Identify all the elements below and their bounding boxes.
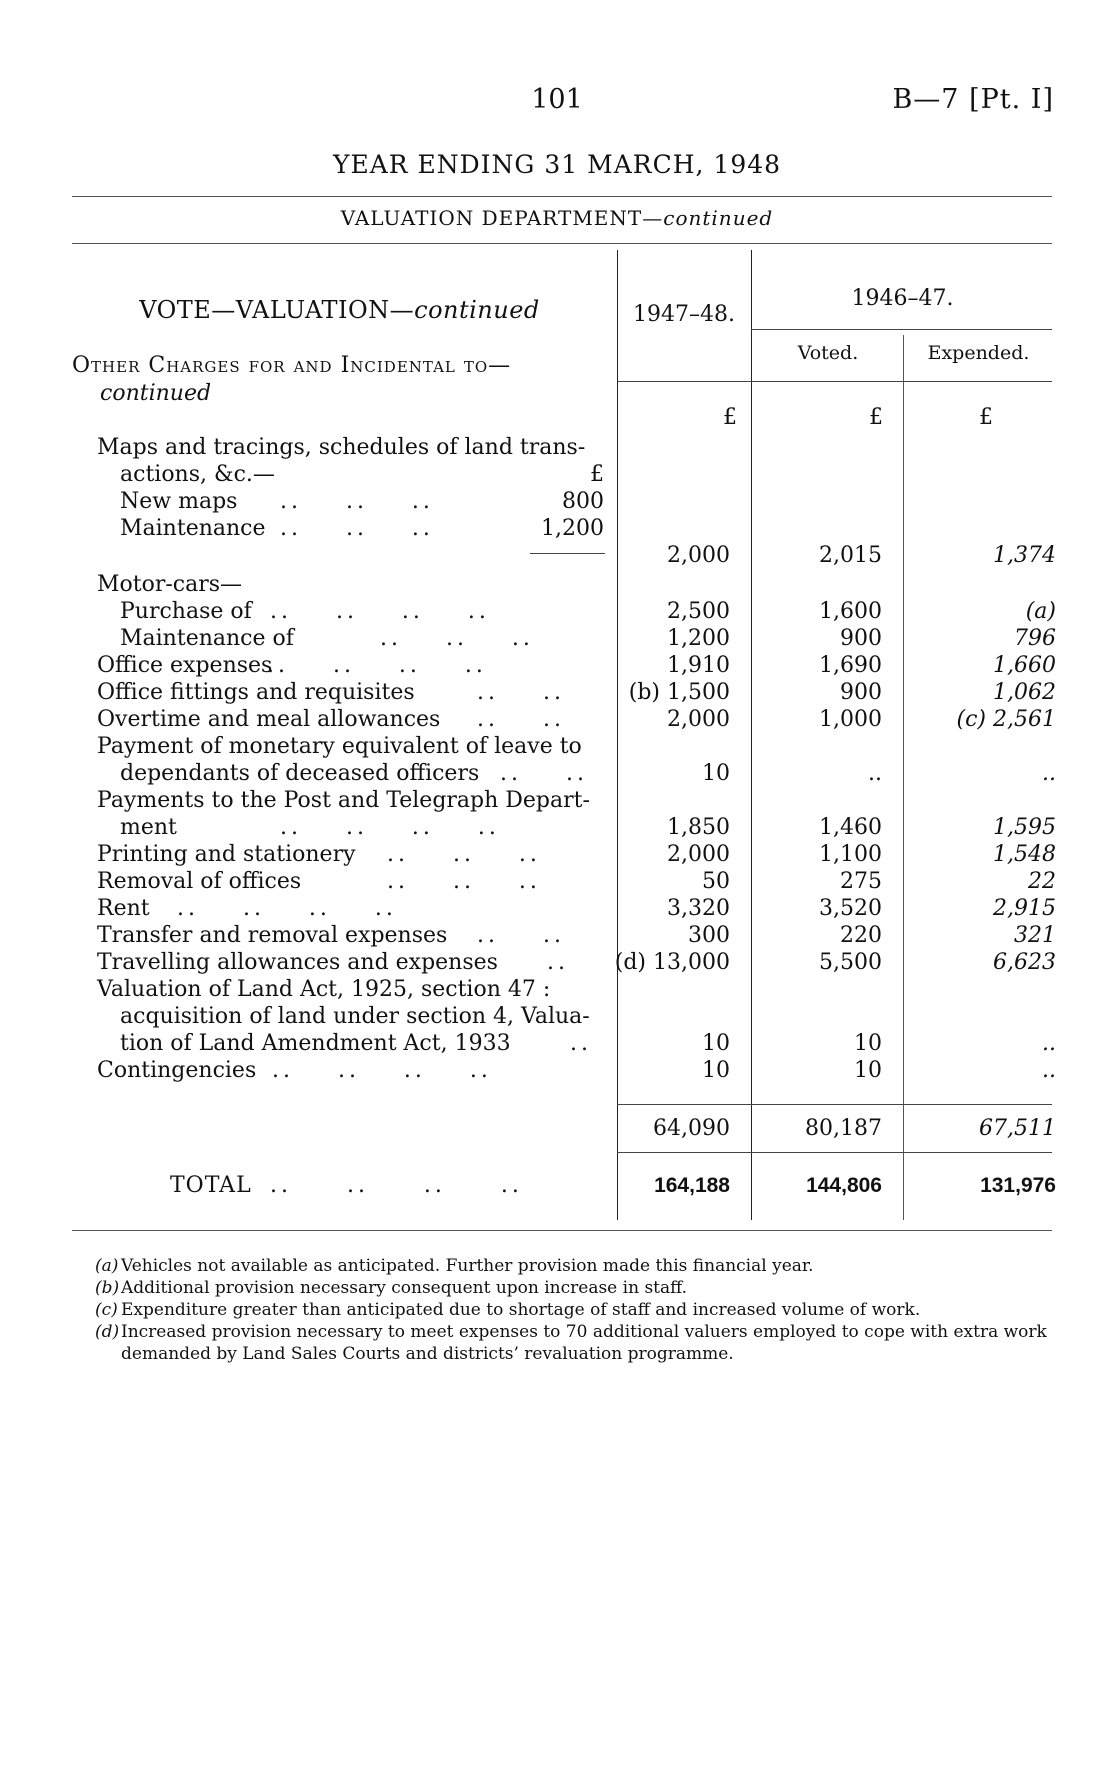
subtotal-expended: 67,511 xyxy=(979,1116,1056,1141)
value-1947: 2,500 xyxy=(667,599,730,624)
footnote xyxy=(95,1321,1055,1365)
subtotal-row xyxy=(0,1115,1114,1142)
rule xyxy=(751,329,1052,330)
footnote-text: Expenditure greater than anticipated due to shortage of staff and increased volume of work. xyxy=(121,1300,921,1320)
total-label: TOTAL xyxy=(170,1173,252,1198)
table-row: Printing and stationery .. .. .. 2,000 1,100 1,548 xyxy=(97,842,1056,867)
subtotal-1947: 64,090 xyxy=(653,1116,730,1141)
maps-1947: 2,000 xyxy=(667,543,730,568)
row-label: Office expenses xyxy=(97,653,273,678)
table-row: Maintenance of .. .. .. 1,200 900 796 xyxy=(120,626,1056,651)
total-voted: 144,806 xyxy=(806,1174,882,1197)
table-row: Purchase of .. .. .. .. 2,500 1,600 (a) xyxy=(120,599,1056,624)
value-expended: 796 xyxy=(1014,626,1056,651)
table-row: ment .. .. .. .. 1,850 1,460 1,595 xyxy=(120,815,1056,840)
row-label: Travelling allowances and expenses xyxy=(97,950,498,975)
value-expended: (a) xyxy=(1025,599,1056,624)
value-expended: 1,660 xyxy=(993,653,1056,678)
column-header-expended: Expended. xyxy=(927,342,1030,364)
maintenance-value: 1,200 xyxy=(541,516,604,541)
valuation-voted: 10 xyxy=(854,1031,882,1056)
maps-line-1: Maps and tracings, schedules of land trans- xyxy=(97,435,586,460)
rule xyxy=(617,381,1052,382)
motor-heading: Motor-cars— xyxy=(97,572,243,597)
monetary-expended: .. xyxy=(1042,761,1056,786)
valuation-line-2: acquisition of land under section 4, Valua- xyxy=(120,1004,590,1029)
department-title xyxy=(0,206,1114,230)
monetary-1947: 10 xyxy=(702,761,730,786)
value-1947: 1,910 xyxy=(667,653,730,678)
section-continued: continued xyxy=(100,381,212,406)
value-expended: 321 xyxy=(1014,923,1056,948)
value-voted: 3,520 xyxy=(819,896,882,921)
page-number: 101 xyxy=(531,84,583,115)
footnote xyxy=(95,1299,1055,1321)
table-row xyxy=(0,571,1114,598)
table-row xyxy=(0,542,1114,569)
total-1947: 164,188 xyxy=(654,1174,730,1197)
table-row: Travelling allowances and expenses .. (d) 13,000 5,500 6,623 xyxy=(97,950,1056,975)
currency-1947: £ xyxy=(723,405,737,430)
value-voted: 275 xyxy=(840,869,882,894)
post-voted: 1,460 xyxy=(819,815,882,840)
post-line-1: Payments to the Post and Telegraph Depart- xyxy=(97,788,590,813)
table-row xyxy=(0,733,1114,760)
column-header-voted: Voted. xyxy=(797,342,859,364)
year-title: YEAR ENDING 31 MARCH, 1948 xyxy=(332,150,782,179)
section-heading: Other Charges for and Incidental to— xyxy=(72,353,512,378)
row-label: Office fittings and requisites xyxy=(97,680,415,705)
valuation-line-3: tion of Land Amendment Act, 1933 xyxy=(120,1031,511,1056)
maps-line-2: actions, &c.— xyxy=(120,462,275,487)
row-label: Rent xyxy=(97,896,150,921)
contingencies-1947: 10 xyxy=(702,1058,730,1083)
table-row: New maps .. .. .. 800 xyxy=(120,489,604,514)
row-label: Printing and stationery xyxy=(97,842,356,867)
vote-name: VOTE—VALUATION— xyxy=(139,296,415,324)
table-row: Transfer and removal expenses .. .. 300 220 321 xyxy=(97,923,1056,948)
value-voted: 1,600 xyxy=(819,599,882,624)
valuation-line-1: Valuation of Land Act, 1925, section 47 : xyxy=(97,977,551,1002)
rule xyxy=(72,243,1052,244)
department-continued: continued xyxy=(663,206,774,230)
value-1947: 50 xyxy=(702,869,730,894)
table-row: Removal of offices .. .. .. 50 275 22 xyxy=(97,869,1056,894)
post-expended: 1,595 xyxy=(993,815,1056,840)
value-voted: 5,500 xyxy=(819,950,882,975)
contingencies-expended: .. xyxy=(1042,1058,1056,1083)
monetary-line-2: dependants of deceased officers xyxy=(120,761,480,786)
value-voted: 220 xyxy=(840,923,882,948)
footnote xyxy=(95,1277,1055,1299)
new-maps-label: New maps xyxy=(120,489,238,514)
total-expended: 131,976 xyxy=(980,1174,1056,1197)
footnote-key: (b) xyxy=(95,1278,120,1298)
row-label: Maintenance of xyxy=(120,626,294,651)
row-label: Overtime and meal allowances xyxy=(97,707,441,732)
rule xyxy=(617,1152,1052,1153)
rule xyxy=(72,1230,1052,1231)
value-expended: (c) 2,561 xyxy=(956,707,1056,732)
value-voted: 1,000 xyxy=(819,707,882,732)
footnote-text: Increased provision necessary to meet expenses to 70 additional valuers employed to cope with extra work demanded by Land Sales Courts and districts’ revaluation programme. xyxy=(121,1322,1047,1364)
maps-sub-currency: £ xyxy=(590,462,604,487)
value-expended: 2,915 xyxy=(993,896,1056,921)
table-row xyxy=(0,434,1114,461)
post-line-2: ment xyxy=(120,815,177,840)
footnotes xyxy=(95,1255,1055,1365)
department-name: VALUATION DEPARTMENT— xyxy=(340,206,664,230)
table-row xyxy=(0,1003,1114,1030)
new-maps-value: 800 xyxy=(562,489,604,514)
table-row: Contingencies .. .. .. .. 10 10 .. xyxy=(97,1058,1056,1083)
valuation-expended: .. xyxy=(1042,1031,1056,1056)
monetary-line-1: Payment of monetary equivalent of leave to xyxy=(97,734,582,759)
value-1947: 2,000 xyxy=(667,842,730,867)
table-row xyxy=(0,787,1114,814)
value-expended: 1,548 xyxy=(993,842,1056,867)
footnote-key: (c) xyxy=(95,1300,118,1320)
table-row: Overtime and meal allowances .. .. 2,000 1,000 (c) 2,561 xyxy=(97,707,1056,732)
value-voted: 900 xyxy=(840,680,882,705)
value-voted: 1,100 xyxy=(819,842,882,867)
monetary-voted: .. xyxy=(868,761,882,786)
document-reference: B—7 [Pt. I] xyxy=(892,84,1054,115)
vote-continued: continued xyxy=(414,296,540,324)
maps-voted: 2,015 xyxy=(819,543,882,568)
value-1947: 300 xyxy=(688,923,730,948)
currency-voted: £ xyxy=(869,405,883,430)
table-row: dependants of deceased officers .. .. 10 .. .. xyxy=(120,761,1056,786)
table-row xyxy=(0,461,1114,488)
table-row: Office fittings and requisites .. .. (b) 1,500 900 1,062 xyxy=(97,680,1056,705)
contingencies-voted: 10 xyxy=(854,1058,882,1083)
valuation-1947: 10 xyxy=(702,1031,730,1056)
row-label: Removal of offices xyxy=(97,869,302,894)
contingencies-label: Contingencies xyxy=(97,1058,257,1083)
rule xyxy=(617,1104,1052,1105)
table-row: Rent .. .. .. .. 3,320 3,520 2,915 xyxy=(97,896,1056,921)
vote-title xyxy=(72,296,607,324)
value-voted: 900 xyxy=(840,626,882,651)
value-1947: (d) 13,000 xyxy=(614,950,730,975)
value-expended: 22 xyxy=(1028,869,1056,894)
post-1947: 1,850 xyxy=(667,815,730,840)
footnote xyxy=(95,1255,1055,1277)
subtotal-voted: 80,187 xyxy=(805,1116,882,1141)
maintenance-label: Maintenance xyxy=(120,516,266,541)
value-1947: 3,320 xyxy=(667,896,730,921)
row-label: Purchase of xyxy=(120,599,252,624)
table-row: Office expenses .. .. .. .. 1,910 1,690 1,660 xyxy=(97,653,1056,678)
column-header-1946: 1946–47. xyxy=(851,286,954,311)
currency-expended: £ xyxy=(979,405,993,430)
footnote-key: (a) xyxy=(95,1256,119,1276)
value-expended: 1,062 xyxy=(993,680,1056,705)
value-1947: 1,200 xyxy=(667,626,730,651)
row-label: Transfer and removal expenses xyxy=(97,923,448,948)
table-row: Maintenance .. .. .. 1,200 xyxy=(120,516,604,541)
table-row xyxy=(0,976,1114,1003)
value-1947: 2,000 xyxy=(667,707,730,732)
footnote-key: (d) xyxy=(95,1322,120,1342)
rule xyxy=(72,196,1052,197)
value-expended: 6,623 xyxy=(993,950,1056,975)
footnote-text: Additional provision necessary consequent upon increase in staff. xyxy=(121,1278,688,1298)
total-row: TOTAL .. .. .. .. 164,188 144,806 131,976 xyxy=(170,1173,1056,1198)
value-voted: 1,690 xyxy=(819,653,882,678)
value-1947: (b) 1,500 xyxy=(628,680,730,705)
footnote-text: Vehicles not available as anticipated. Further provision made this financial year. xyxy=(121,1256,814,1276)
table-row: tion of Land Amendment Act, 1933 .. 10 10 .. xyxy=(120,1031,1056,1056)
column-header-1947: 1947–48. xyxy=(633,302,735,327)
maps-expended: 1,374 xyxy=(993,543,1056,568)
